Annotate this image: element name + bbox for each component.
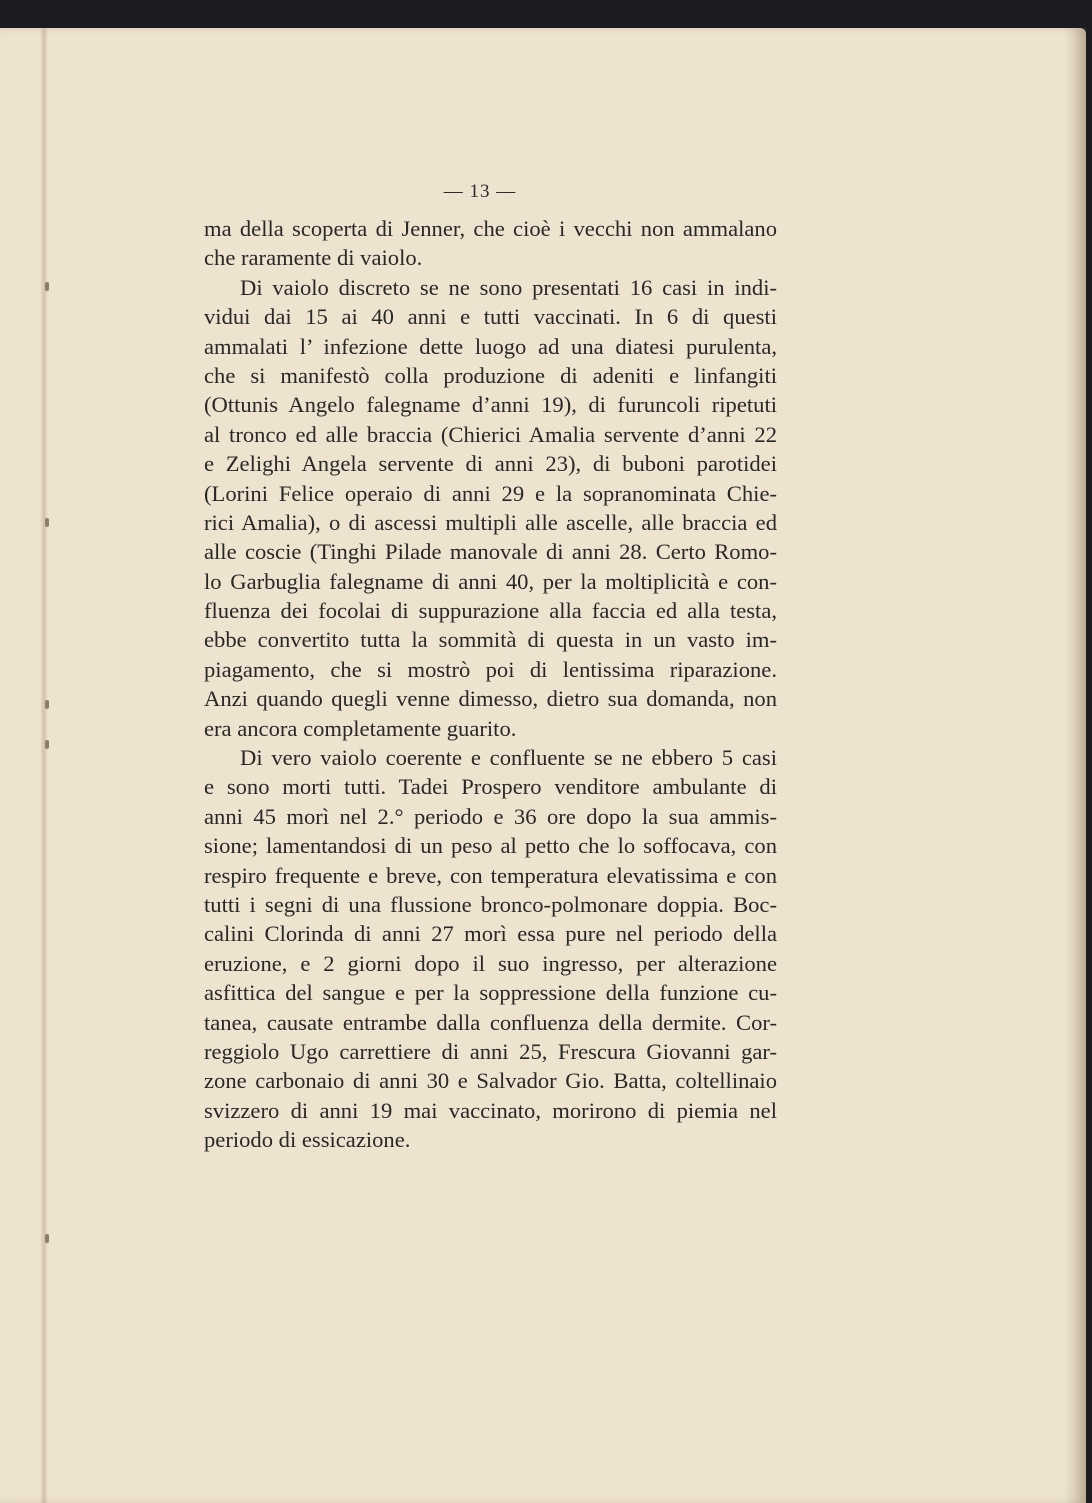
text-line: vidui dai 15 ai 40 anni e tutti vaccinati. In 6 di questi [204,304,777,330]
binding-mark [45,518,49,527]
text-line: (Lorini Felice operaio di anni 29 e la sopranominata Chie- [204,480,777,506]
text-line: sione; lamentandosi di un peso al petto che lo soffocava, con [204,833,777,859]
binding-mark [45,700,49,709]
text-line: reggiolo Ugo carrettiere di anni 25, Frescura Giovanni gar- [204,1038,777,1064]
text-line: lo Garbuglia falegname di anni 40, per la moltiplicità e con- [204,568,777,594]
text-line: che raramente di vaiolo. [204,245,423,271]
text-line: fluenza dei focolai di suppurazione alla faccia ed alla testa, [204,598,777,624]
text-line: tanea, causate entrambe dalla confluenza della dermite. Cor- [204,1009,777,1035]
text-line: ammalati l’ infezione dette luogo ad una diatesi purulenta, [204,333,777,359]
text-line: al tronco ed alle braccia (Chierici Amalia servente d’anni 22 [204,421,777,447]
text-line: periodo di essicazione. [204,1127,411,1153]
binding-mark [45,1234,49,1243]
text-line: alle coscie (Tinghi Pilade manovale di anni 28. Certo Romo- [204,539,777,565]
text-line: svizzero di anni 19 mai vaccinato, morirono di piemia nel [204,1097,777,1123]
text-line: ma della scoperta di Jenner, che cioè i vecchi non ammalano [204,216,777,241]
text-line: Di vaiolo discreto se ne sono presentati 16 casi in indi- [240,274,777,300]
text-line: Anzi quando quegli venne dimesso, dietro sua domanda, non [204,686,777,712]
text-line: e sono morti tutti. Tadei Prospero venditore ambulante di [204,774,777,800]
text-line: tutti i segni di una flussione bronco-polmonare doppia. Boc- [204,891,777,917]
text-line: rici Amalia), o di ascessi multipli alle ascelle, alle braccia ed [204,509,777,535]
text-line: e Zelighi Angela servente di anni 23), di buboni parotidei [204,451,777,477]
binding-mark [45,282,49,291]
binding-mark [45,740,49,749]
text-line: Di vero vaiolo coerente e confluente se ne ebbero 5 casi [240,745,777,771]
text-line: zone carbonaio di anni 30 e Salvador Gio. Batta, coltellinaio [204,1068,777,1094]
text-line: ebbe convertito tutta la sommità di questa in un vasto im- [204,627,777,653]
text-line: eruzione, e 2 giorni dopo il suo ingresso, per alterazione [204,950,777,976]
page-number: — 13 — [443,181,517,202]
text-line: (Ottunis Angelo falegname d’anni 19), di furuncoli ripetuti [204,392,777,418]
text-line: anni 45 morì nel 2.° periodo e 36 ore dopo la sua ammis- [204,803,777,829]
text-line: calini Clorinda di anni 27 morì essa pure nel periodo della [204,921,777,947]
text-line: respiro frequente e breve, con temperatura elevatissima e con [204,862,777,888]
text-line: piagamento, che si mostrò poi di lentissima riparazione. [204,656,777,682]
text-line: era ancora completamente guarito. [204,715,517,741]
body-text [204,214,777,1155]
text-line: asfittica del sangue e per la soppressione della funzione cu- [204,980,777,1006]
text-line: che si manifestò colla produzione di adeniti e linfangiti [204,362,777,388]
